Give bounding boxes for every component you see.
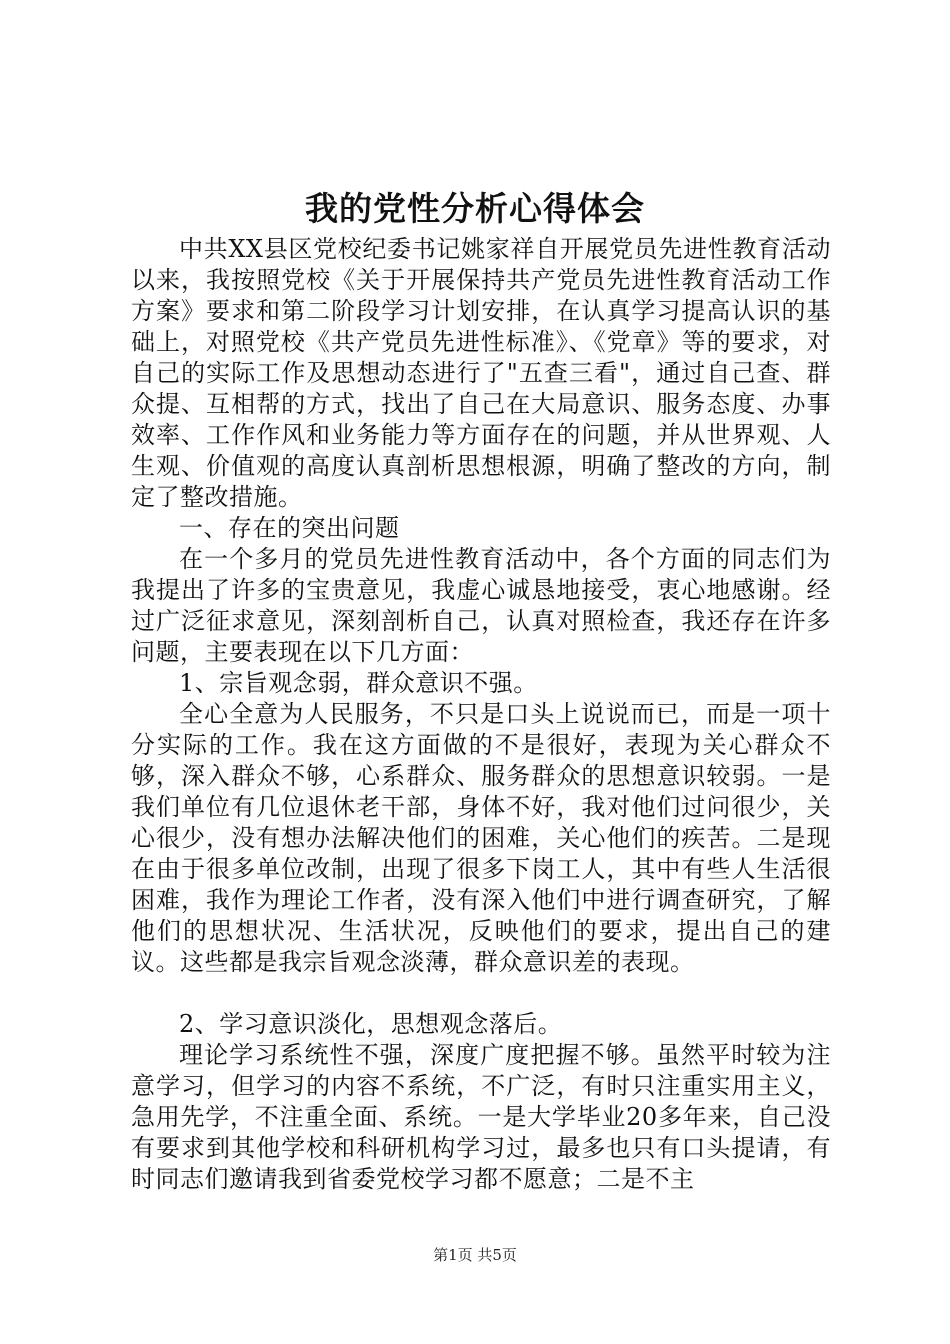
subheading-study: 2、学习意识淡化，思想观念落后。 xyxy=(179,1010,563,1038)
subheading-purpose: 1、宗旨观念弱，群众意识不强。 xyxy=(179,669,538,697)
intro-paragraph: 中共XX县区党校纪委书记姚家祥自开展党员先进性教育活动以来，我按照党校《关于开展保持共产党员先进性教育活动工作方案》要求和第二阶段学习计划安排，在认真学习提高认识的基础上，对照党校《共产党员先进性标准》、《党章》等的要求，对自己的实际工作及思想动态进行了"五查三看"，通过自己查、群众提、互相帮的方式，找出了自己在大局意识、服务态度、办事效率、工作作风和业务能力等方面存在的问题，并从世界观、人生观、价值观的高度认真剖析思想根源，明确了整改的方向，制定了整改措施。 xyxy=(131,235,831,511)
document-body xyxy=(131,234,831,1195)
study-paragraph: 理论学习系统性不强，深度广度把握不够。虽然平时较为注意学习，但学习的内容不系统，不广泛，有时只注重实用主义，急用先学，不注重全面、系统。一是大学毕业20多年来，自己没有要求到其他学校和科研机构学习过，最多也只有口头提请，有时同志们邀请我到省委党校学习都不愿意；二是不主 xyxy=(131,1041,831,1193)
section-heading-problems: 一、存在的突出问题 xyxy=(179,514,400,542)
problems-intro-paragraph: 在一个多月的党员先进性教育活动中，各个方面的同志们为我提出了许多的宝贵意见，我虚心诚恳地接受，衷心地感谢。经过广泛征求意见，深刻剖析自己，认真对照检查，我还存在许多问题，主要表现在以下几方面： xyxy=(131,545,831,666)
purpose-paragraph: 全心全意为人民服务，不只是口头上说说而已，而是一项十分实际的工作。我在这方面做的不是很好，表现为关心群众不够，深入群众不够，心系群众、服务群众的思想意识较弱。一是我们单位有几位退休老干部，身体不好，我对他们过问很少，关心很少，没有想办法解决他们的困难，关心他们的疾苦。二是现在由于很多单位改制，出现了很多下岗工人，其中有些人生活很困难，我作为理论工作者，没有深入他们中进行调查研究，了解他们的思想状况、生活状况，反映他们的要求，提出自己的建议。这些都是我宗旨观念淡薄，群众意识差的表现。 xyxy=(131,700,831,976)
page-title: 我的党性分析心得体会 xyxy=(305,189,645,228)
page-footer: 第1页 共5页 xyxy=(433,1246,517,1264)
paragraph-spacer xyxy=(131,978,831,1009)
